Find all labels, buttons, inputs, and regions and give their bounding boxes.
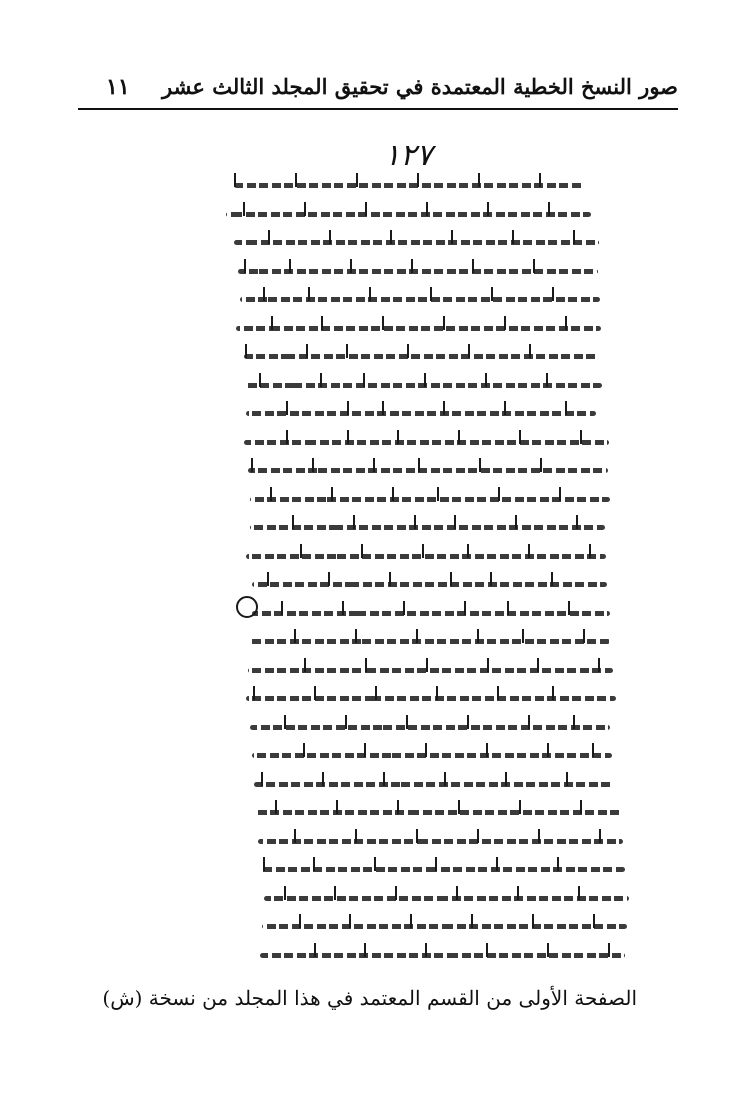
header-rule — [78, 108, 678, 110]
manuscript-letter-stroke — [547, 743, 549, 757]
manuscript-letter-stroke — [512, 230, 514, 244]
manuscript-line — [238, 258, 598, 284]
manuscript-letter-stroke — [487, 202, 489, 216]
manuscript-letter-stroke — [468, 344, 470, 358]
manuscript-line — [246, 685, 616, 711]
manuscript-letter-stroke — [566, 772, 568, 786]
manuscript-letter-stroke — [456, 886, 458, 900]
manuscript-letter-stroke — [243, 202, 245, 216]
manuscript-letter-stroke — [406, 715, 408, 729]
manuscript-letter-stroke — [365, 202, 367, 216]
manuscript-line — [260, 942, 625, 968]
manuscript-letter-stroke — [546, 373, 548, 387]
manuscript-ink-stroke — [238, 269, 598, 274]
manuscript-letter-stroke — [234, 173, 236, 187]
manuscript-letter-stroke — [547, 943, 549, 957]
manuscript-line — [252, 742, 612, 768]
manuscript-line — [244, 429, 609, 455]
manuscript-letter-stroke — [303, 743, 305, 757]
manuscript-letter-stroke — [426, 658, 428, 672]
manuscript-letter-stroke — [259, 373, 261, 387]
page-header — [78, 72, 678, 110]
manuscript-ink-stroke — [244, 440, 609, 445]
manuscript-letter-stroke — [373, 458, 375, 472]
manuscript-letter-stroke — [519, 800, 521, 814]
manuscript-letter-stroke — [435, 857, 437, 871]
manuscript-ink-stroke — [262, 924, 627, 929]
manuscript-letter-stroke — [284, 715, 286, 729]
manuscript-letter-stroke — [426, 202, 428, 216]
manuscript-letter-stroke — [479, 458, 481, 472]
manuscript-letter-stroke — [268, 230, 270, 244]
manuscript-line — [264, 885, 629, 911]
manuscript-letter-stroke — [464, 601, 466, 615]
manuscript-letter-stroke — [517, 886, 519, 900]
manuscript-letter-stroke — [505, 772, 507, 786]
manuscript-letter-stroke — [478, 173, 480, 187]
manuscript-letter-stroke — [355, 829, 357, 843]
manuscript-image — [198, 132, 433, 962]
manuscript-ink-stroke — [250, 497, 610, 502]
manuscript-letter-stroke — [485, 373, 487, 387]
manuscript-letter-stroke — [437, 487, 439, 501]
manuscript-letter-stroke — [263, 287, 265, 301]
manuscript-ink-stroke — [252, 753, 612, 758]
manuscript-folio-number: ١٢٧ — [384, 138, 433, 173]
manuscript-letter-stroke — [578, 886, 580, 900]
manuscript-letter-stroke — [418, 458, 420, 472]
manuscript-letter-stroke — [425, 743, 427, 757]
manuscript-letter-stroke — [450, 572, 452, 586]
image-caption: الصفحة الأولى من القسم المعتمد في هذا المجلد من نسخة (ش) — [102, 986, 637, 1010]
manuscript-letter-stroke — [416, 829, 418, 843]
manuscript-letter-stroke — [565, 401, 567, 415]
manuscript-letter-stroke — [583, 629, 585, 643]
manuscript-letter-stroke — [349, 914, 351, 928]
manuscript-ink-stroke — [246, 696, 616, 701]
manuscript-ink-stroke — [234, 183, 584, 188]
manuscript-letter-stroke — [251, 458, 253, 472]
manuscript-letter-stroke — [369, 287, 371, 301]
manuscript-letter-stroke — [515, 515, 517, 529]
manuscript-letter-stroke — [589, 544, 591, 558]
manuscript-letter-stroke — [565, 316, 567, 330]
manuscript-letter-stroke — [365, 658, 367, 672]
manuscript-line — [262, 913, 627, 939]
manuscript-letter-stroke — [467, 544, 469, 558]
manuscript-letter-stroke — [263, 857, 265, 871]
manuscript-letter-stroke — [425, 943, 427, 957]
manuscript-line — [244, 343, 599, 369]
manuscript-line — [260, 856, 625, 882]
manuscript-letter-stroke — [528, 544, 530, 558]
manuscript-letter-stroke — [356, 173, 358, 187]
manuscript-letter-stroke — [430, 287, 432, 301]
manuscript-letter-stroke — [410, 914, 412, 928]
manuscript-letter-stroke — [471, 914, 473, 928]
manuscript-line — [246, 543, 606, 569]
manuscript-letter-stroke — [329, 230, 331, 244]
manuscript-line — [234, 229, 599, 255]
manuscript-ink-stroke — [258, 839, 623, 844]
manuscript-letter-stroke — [306, 344, 308, 358]
manuscript-letter-stroke — [528, 715, 530, 729]
manuscript-letter-stroke — [395, 886, 397, 900]
manuscript-letter-stroke — [580, 800, 582, 814]
manuscript-ink-stroke — [250, 525, 605, 530]
manuscript-letter-stroke — [261, 772, 263, 786]
manuscript-ink-stroke — [256, 810, 621, 815]
manuscript-letter-stroke — [284, 886, 286, 900]
manuscript-letter-stroke — [314, 943, 316, 957]
manuscript-line — [244, 372, 602, 398]
manuscript-line — [226, 201, 591, 227]
manuscript-letter-stroke — [504, 316, 506, 330]
manuscript-letter-stroke — [497, 686, 499, 700]
manuscript-letter-stroke — [364, 743, 366, 757]
manuscript-letter-stroke — [347, 401, 349, 415]
manuscript-letter-stroke — [490, 572, 492, 586]
manuscript-letter-stroke — [580, 430, 582, 444]
manuscript-letter-stroke — [286, 430, 288, 444]
manuscript-letter-stroke — [253, 686, 255, 700]
manuscript-letter-stroke — [270, 487, 272, 501]
manuscript-ink-stroke — [250, 725, 610, 730]
manuscript-ink-stroke — [236, 326, 601, 331]
manuscript-letter-stroke — [477, 629, 479, 643]
manuscript-letter-stroke — [361, 544, 363, 558]
manuscript-letter-stroke — [411, 259, 413, 273]
manuscript-letter-stroke — [397, 800, 399, 814]
manuscript-letter-stroke — [576, 515, 578, 529]
manuscript-line — [246, 400, 596, 426]
manuscript-letter-stroke — [267, 572, 269, 586]
manuscript-letter-stroke — [275, 800, 277, 814]
manuscript-ink-stroke — [248, 468, 608, 473]
manuscript-letter-stroke — [507, 601, 509, 615]
manuscript-letter-stroke — [392, 487, 394, 501]
manuscript-line — [252, 600, 610, 626]
manuscript-line — [236, 315, 601, 341]
manuscript-letter-stroke — [568, 601, 570, 615]
manuscript-letter-stroke — [573, 715, 575, 729]
manuscript-letter-stroke — [422, 544, 424, 558]
manuscript-letter-stroke — [557, 857, 559, 871]
manuscript-letter-stroke — [342, 601, 344, 615]
manuscript-letter-stroke — [533, 259, 535, 273]
manuscript-letter-stroke — [271, 316, 273, 330]
manuscript-letter-stroke — [300, 544, 302, 558]
manuscript-line — [254, 771, 614, 797]
manuscript-ink-stroke — [264, 896, 629, 901]
manuscript-letter-stroke — [322, 772, 324, 786]
manuscript-letter-stroke — [592, 743, 594, 757]
manuscript-letter-stroke — [436, 686, 438, 700]
manuscript-ink-stroke — [254, 782, 614, 787]
manuscript-letter-stroke — [416, 629, 418, 643]
manuscript-letter-stroke — [313, 857, 315, 871]
manuscript-letter-stroke — [281, 601, 283, 615]
manuscript-letter-stroke — [599, 829, 601, 843]
manuscript-letter-stroke — [299, 914, 301, 928]
manuscript-letter-stroke — [403, 601, 405, 615]
manuscript-letter-stroke — [529, 344, 531, 358]
manuscript-line — [248, 657, 613, 683]
manuscript-letter-stroke — [454, 515, 456, 529]
manuscript-letter-stroke — [304, 658, 306, 672]
manuscript-ink-stroke — [240, 297, 600, 302]
manuscript-letter-stroke — [451, 230, 453, 244]
manuscript-letter-stroke — [540, 458, 542, 472]
manuscript-letter-stroke — [289, 259, 291, 273]
manuscript-letter-stroke — [312, 458, 314, 472]
manuscript-letter-stroke — [308, 287, 310, 301]
manuscript-letter-stroke — [355, 629, 357, 643]
manuscript-letter-stroke — [382, 316, 384, 330]
manuscript-letter-stroke — [486, 743, 488, 757]
manuscript-letter-stroke — [245, 344, 247, 358]
manuscript-letter-stroke — [548, 202, 550, 216]
manuscript-ink-stroke — [250, 639, 610, 644]
manuscript-letter-stroke — [382, 401, 384, 415]
manuscript-letter-stroke — [443, 316, 445, 330]
manuscript-letter-stroke — [321, 316, 323, 330]
manuscript-ink-stroke — [234, 240, 599, 245]
manuscript-line — [256, 799, 621, 825]
manuscript-letter-stroke — [467, 715, 469, 729]
manuscript-letter-stroke — [519, 430, 521, 444]
manuscript-letter-stroke — [496, 857, 498, 871]
manuscript-letter-stroke — [551, 572, 553, 586]
manuscript-letter-stroke — [608, 943, 610, 957]
manuscript-letter-stroke — [345, 715, 347, 729]
manuscript-letter-stroke — [347, 430, 349, 444]
manuscript-letter-stroke — [552, 287, 554, 301]
manuscript-letter-stroke — [295, 173, 297, 187]
manuscript-letter-stroke — [539, 173, 541, 187]
manuscript-letter-stroke — [417, 173, 419, 187]
manuscript-letter-stroke — [522, 629, 524, 643]
manuscript-letter-stroke — [498, 487, 500, 501]
manuscript-line — [258, 828, 623, 854]
manuscript-letter-stroke — [314, 686, 316, 700]
manuscript-letter-stroke — [334, 886, 336, 900]
manuscript-line — [250, 714, 610, 740]
manuscript-letter-stroke — [389, 572, 391, 586]
manuscript-line — [250, 514, 605, 540]
manuscript-letter-stroke — [286, 401, 288, 415]
manuscript-ink-stroke — [246, 411, 596, 416]
manuscript-line — [252, 571, 607, 597]
manuscript-letter-stroke — [552, 686, 554, 700]
manuscript-line — [250, 628, 610, 654]
manuscript-letter-stroke — [336, 800, 338, 814]
manuscript-letter-stroke — [397, 430, 399, 444]
manuscript-letter-stroke — [390, 230, 392, 244]
manuscript-line — [240, 286, 600, 312]
manuscript-letter-stroke — [538, 829, 540, 843]
manuscript-letter-stroke — [573, 230, 575, 244]
manuscript-letter-stroke — [383, 772, 385, 786]
manuscript-letter-stroke — [350, 259, 352, 273]
manuscript-ink-stroke — [252, 611, 610, 616]
manuscript-letter-stroke — [320, 373, 322, 387]
manuscript-ink-stroke — [244, 383, 602, 388]
manuscript-letter-stroke — [443, 401, 445, 415]
manuscript-letter-stroke — [593, 914, 595, 928]
manuscript-letter-stroke — [331, 487, 333, 501]
manuscript-letter-stroke — [491, 287, 493, 301]
manuscript-letter-stroke — [477, 829, 479, 843]
manuscript-letter-stroke — [458, 430, 460, 444]
manuscript-letter-stroke — [375, 686, 377, 700]
manuscript-letter-stroke — [353, 515, 355, 529]
manuscript-letter-stroke — [328, 572, 330, 586]
manuscript-letter-stroke — [346, 344, 348, 358]
header-title: صور النسخ الخطية المعتمدة في تحقيق المجلد الثالث عشر — [162, 74, 678, 99]
manuscript-letter-stroke — [487, 658, 489, 672]
manuscript-letter-stroke — [304, 202, 306, 216]
manuscript-letter-stroke — [244, 259, 246, 273]
manuscript-ink-stroke — [244, 354, 599, 359]
manuscript-letter-stroke — [414, 515, 416, 529]
manuscript-letter-stroke — [374, 857, 376, 871]
manuscript-line — [248, 457, 608, 483]
manuscript-ink-stroke — [252, 582, 607, 587]
manuscript-letter-stroke — [532, 914, 534, 928]
manuscript-letter-stroke — [292, 515, 294, 529]
manuscript-letter-stroke — [363, 373, 365, 387]
manuscript-ink-stroke — [248, 668, 613, 673]
manuscript-letter-stroke — [424, 373, 426, 387]
manuscript-letter-stroke — [407, 344, 409, 358]
manuscript-letter-stroke — [294, 829, 296, 843]
manuscript-line — [234, 172, 584, 198]
manuscript-letter-stroke — [537, 658, 539, 672]
manuscript-letter-stroke — [364, 943, 366, 957]
manuscript-letter-stroke — [294, 629, 296, 643]
manuscript-letter-stroke — [472, 259, 474, 273]
manuscript-ink-stroke — [226, 212, 591, 217]
manuscript-letter-stroke — [486, 943, 488, 957]
page-number: ١١ — [106, 74, 130, 100]
manuscript-letter-stroke — [504, 401, 506, 415]
manuscript-letter-stroke — [559, 487, 561, 501]
manuscript-letter-stroke — [458, 800, 460, 814]
manuscript-line — [250, 486, 610, 512]
manuscript-letter-stroke — [598, 658, 600, 672]
manuscript-letter-stroke — [444, 772, 446, 786]
